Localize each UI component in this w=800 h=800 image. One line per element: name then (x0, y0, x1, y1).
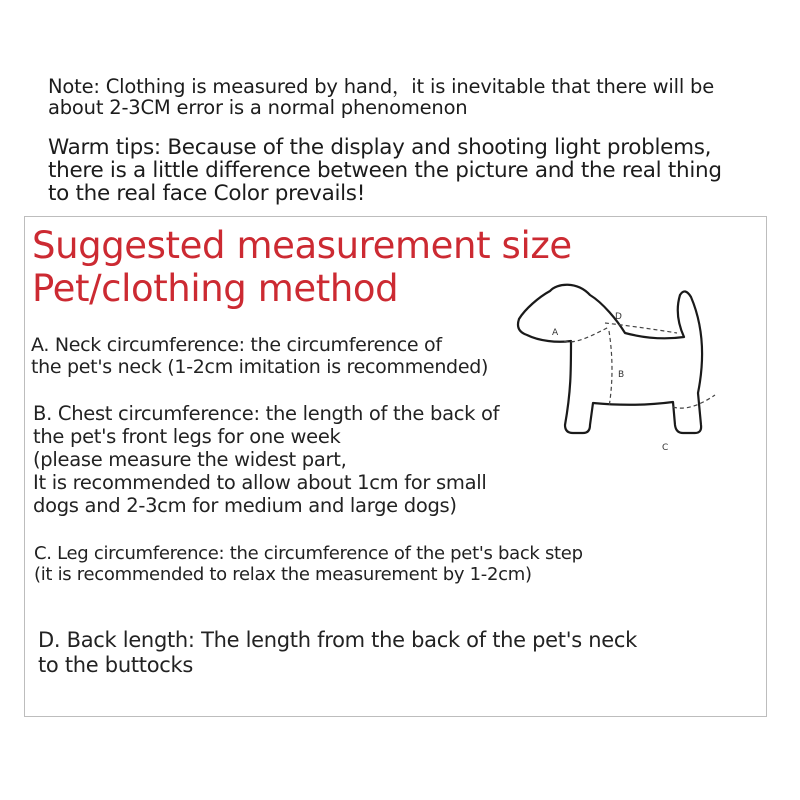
note-line-2: about 2-3CM error is a normal phenomenon (48, 96, 468, 119)
item-d-line-2: to the buttocks (38, 653, 193, 677)
item-back-length (38, 628, 637, 678)
leg-line-c (673, 395, 715, 408)
tips-line-1: Warm tips: Because of the display and shooting light problems, (48, 135, 712, 160)
warm-tips-text (48, 136, 778, 205)
item-b-line-2: the pet's front legs for one week (33, 425, 341, 448)
item-c-line-1: C. Leg circumference: the circumference of the pet's back step (34, 543, 583, 564)
item-b-line-1: B. Chest circumference: the length of the back of (33, 402, 500, 425)
note-text (48, 76, 768, 118)
label-c: C (662, 443, 669, 453)
item-b-line-3: (please measure the widest part, (33, 448, 347, 471)
item-c-line-2: (it is recommended to relax the measurement by 1-2cm) (34, 564, 532, 585)
tips-line-3: to the real face Color prevails! (48, 181, 366, 206)
note-line-1: Note: Clothing is measured by hand，it is inevitable that there will be (48, 75, 715, 98)
dog-measurement-diagram (505, 275, 730, 475)
neck-line-a (564, 327, 609, 342)
item-leg-circumference (34, 543, 583, 585)
label-a: A (552, 328, 559, 338)
title-line-2: Pet/clothing method (32, 267, 399, 310)
chest-line-b (609, 331, 612, 407)
item-d-line-1: D. Back length: The length from the back of the pet's neck (38, 628, 637, 652)
title-line-1: Suggested measurement size (32, 224, 572, 267)
item-a-line-2: the pet's neck (1-2cm imitation is recommended) (31, 356, 489, 378)
item-chest-circumference (33, 402, 499, 517)
dog-outline (518, 285, 702, 433)
guide-title (32, 224, 572, 310)
item-b-line-5: dogs and 2-3cm for medium and large dogs) (33, 494, 457, 517)
label-d: D (615, 312, 622, 322)
back-line-d (605, 323, 677, 333)
tips-line-2: there is a little difference between the picture and the real thing (48, 158, 722, 183)
item-a-line-1: A. Neck circumference: the circumference of (31, 334, 442, 356)
label-b: B (618, 370, 625, 380)
item-neck-circumference (31, 334, 488, 378)
item-b-line-4: It is recommended to allow about 1cm for small (33, 471, 487, 494)
